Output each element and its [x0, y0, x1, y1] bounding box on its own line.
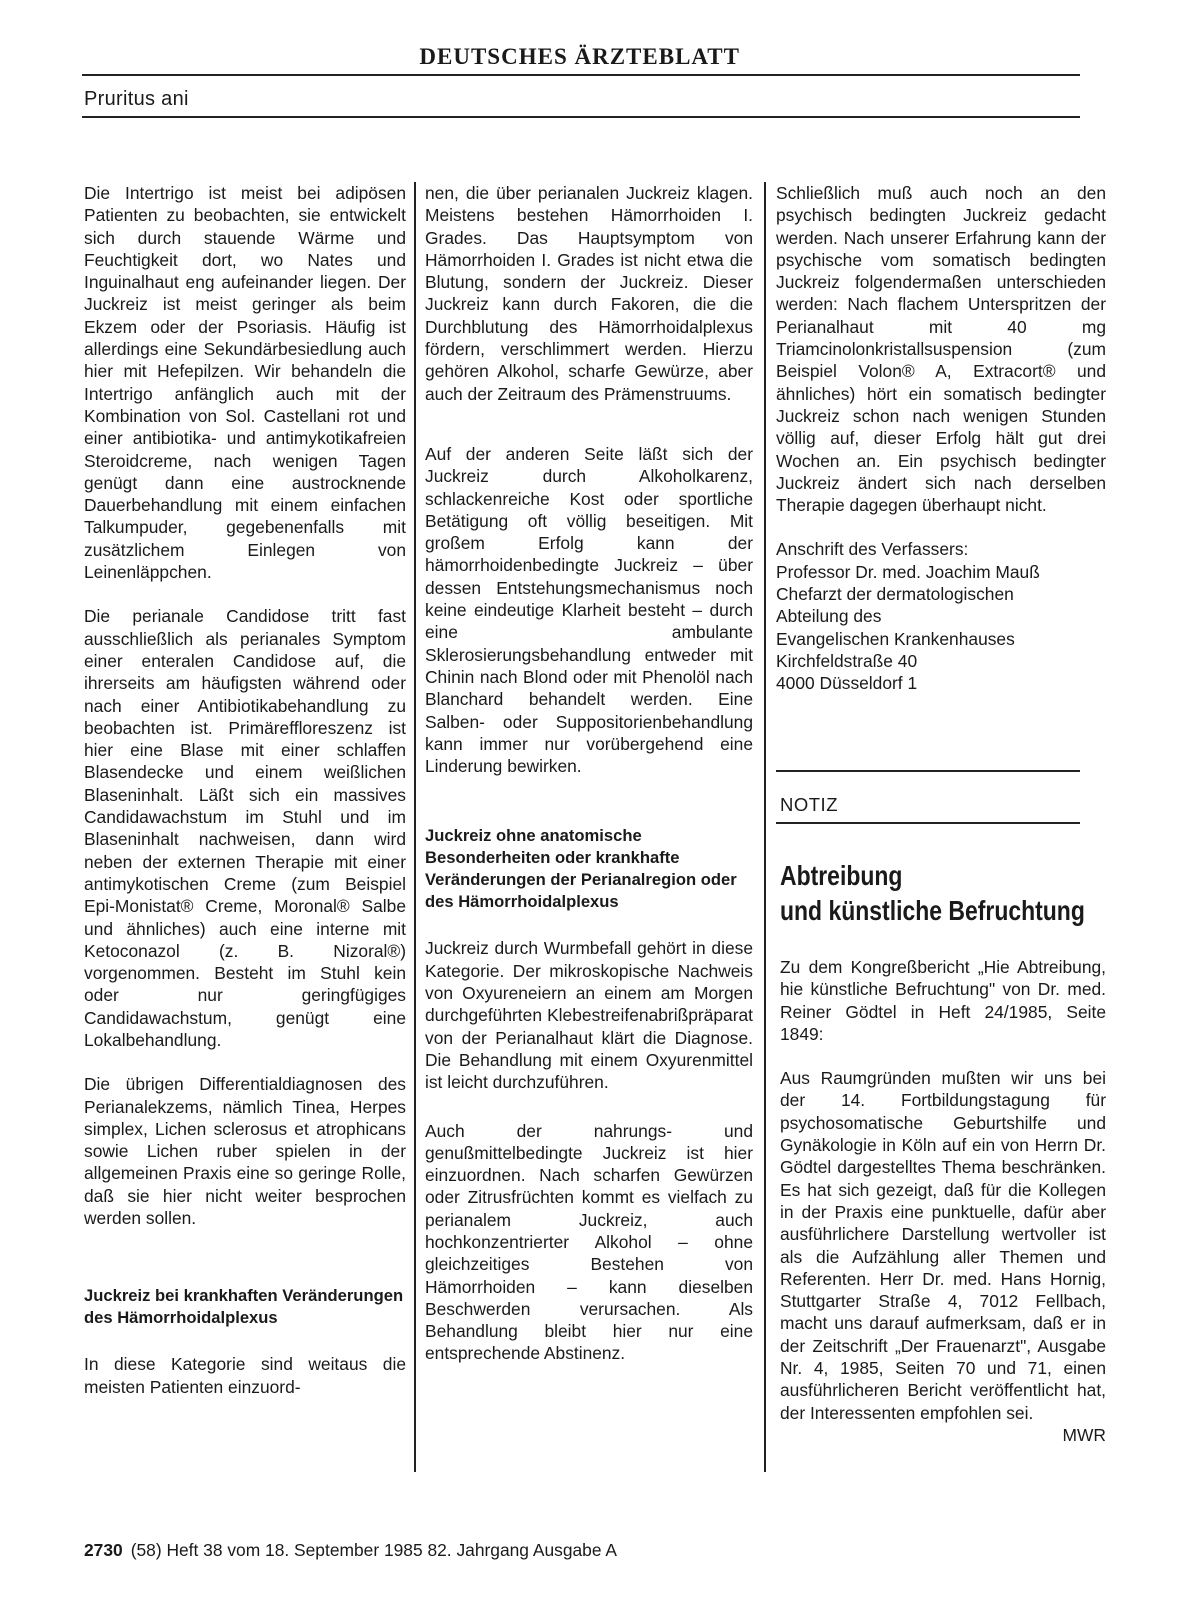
paragraph: Juckreiz durch Wurmbefall gehört in diese Kategorie. Der mikroskopische Nachweis von Oxyureneiern an einem am Morgen durchgeführten Klebestreifenabrißpräparat von der Perianalhaut klärt die Diagnose. Die Behandlung mit einem Oxyurenmittel ist leicht durchzuführen.	[425, 938, 753, 1093]
signature-row	[780, 1424, 1106, 1446]
paragraph: Auch der nahrungs- und genußmittelbedingte Juckreiz ist hier einzuordnen. Nach scharfen Gewürzen oder Zitrusfrüchten kommt es vielfach zu perianalem Juckreiz, auch hochkonzentrierter Alkohol – ohne gleichzeitiges Bestehen von Hämorrhoiden – kann dieselben Beschwerden verursachen. Als Behandlung bleibt hier nur eine entsprechende Abstinenz.	[425, 1120, 753, 1364]
headline-line: Abtreibung	[780, 860, 903, 891]
address-line: Kirchfeldstraße 40	[776, 650, 918, 671]
page-number: 2730	[84, 1540, 123, 1560]
column-1	[84, 182, 406, 1420]
paragraph: Die übrigen Differentialdiagnosen des Perianalekzems, nämlich Tinea, Herpes simplex, Lichen sclerosus et atrophicans sowie Lichen ruber spielen in der allgemeinen Praxis eine so geringe Rolle, daß sie hier nicht weiter besprochen werden sollen.	[84, 1074, 406, 1229]
address-line: Abteilung des	[776, 606, 882, 627]
section-title: Pruritus ani	[84, 88, 189, 110]
paragraph: In diese Kategorie sind weitaus die meisten Patienten einzuord-	[84, 1354, 406, 1397]
headline-line: und künstliche Befruchtung	[780, 895, 1085, 926]
column-2	[425, 182, 753, 1387]
paragraph: Die perianale Candidose tritt fast ausschließlich als perianales Symptom einer enteralen Candidose auf, die ihrerseits am häufigsten während oder nach einer Antibiotikabehandlung zu beobachten ist. Primäreffloreszenz ist hier eine Blase mit einer schlaffen Blasendecke und einem weißlichen Blaseninhalt. Läßt sich ein massives Candidawachstum im Stuhl und im Blaseninhalt nachweisen, dann wird neben der externen Therapie mit einer antimykotischen Creme (zum Beispiel Epi-Monistat® Creme, Moronal® Salbe und ähnliches) auch eine interne mit Ketoconazol (z. B. Nizoral®) vorgenommen. Besteht im Stuhl kein oder nur geringfügiges Candidawachstum, genügt eine Lokalbehandlung.	[84, 606, 406, 1050]
address-line: Chefarzt der dermatologischen	[776, 584, 1014, 605]
subheading: Juckreiz bei krankhaften Veränderungen des Hämorrhoidalplexus	[84, 1286, 404, 1328]
column-3	[776, 182, 1106, 695]
masthead-rule	[82, 74, 1080, 76]
notiz-bottom-rule	[776, 822, 1080, 824]
issue-info: (58) Heft 38 vom 18. September 1985 82. Jahrgang Ausgabe A	[130, 1540, 617, 1560]
paragraph: Aus Raumgründen mußten wir uns bei der 14. Fortbildungstagung für psychosomatische Geburtshilfe und Gynäkologie in Köln auf ein von Herrn Dr. Gödtel dargestelltes Thema beschränken. Es hat sich gezeigt, daß für die Kollegen in der Praxis eine punktuelle, dafür aber ausführlichere Darstellung wertvoller ist als die Aufzählung aller Themen und Referenten. Herr Dr. med. Hans Hornig, Stuttgarter Straße 4, 7012 Fellbach, macht uns darauf aufmerksam, daß er in der Zeitschrift „Der Frauenarzt", Ausgabe Nr. 4, 1985, Seiten 70 und 71, einen ausführlicheren Bericht veröffentlicht hat, der Interessenten empfohlen sei.	[780, 1068, 1106, 1423]
paragraph: Schließlich muß auch noch an den psychisch bedingten Juckreiz gedacht werden. Nach unserer Erfahrung kann der psychische vom somatisch bedingten Juckreiz folgendermaßen unterschieden werden: Nach flachem Unterspritzen der Perianalhaut mit 40 mg Triamcinolonkristallsuspension (zum Beispiel Volon® A, Extracort® und ähnliches) hört ein somatisch bedingter Juckreiz schon nach wenigen Stunden völlig auf, dieser Erfolg hält gut drei Wochen an. Ein psychisch bedingter Juckreiz ändert sich nach derselben Therapie dagegen überhaupt nicht.	[776, 183, 1106, 516]
column-divider	[414, 182, 416, 1472]
page-footer	[84, 1540, 617, 1561]
address-line: Professor Dr. med. Joachim Mauß	[776, 561, 1040, 582]
address-line: 4000 Düsseldorf 1	[776, 673, 918, 694]
author-address	[776, 538, 1106, 694]
notiz-body	[780, 956, 1106, 1446]
paragraph: nen, die über perianalen Juckreiz klagen. Meistens bestehen Hämorrhoiden I. Grades. Das Hauptsymptom von Hämorrhoiden I. Grades ist nicht etwa die Blutung, sondern der Juckreiz. Dieser Juckreiz kann durch Fakoren, die die Durchblutung des Hämorrhoidalplexus fördern, verschlimmert werden. Hierzu gehören Alkohol, scharfe Gewürze, aber auch der Zeitraum des Prämenstruums.	[425, 183, 753, 404]
address-line: Evangelischen Krankenhauses	[776, 628, 1015, 649]
subheading: Juckreiz ohne anatomische Besonderheiten oder krankhafte Veränderungen der Perianalregion oder des Hämorrhoidalplexus	[425, 826, 737, 912]
paragraph: Auf der anderen Seite läßt sich der Juckreiz durch Alkoholkarenz, schlackenreiche Kost oder sportliche Betätigung oft völlig beseitigen. Mit großem Erfolg kann der hämorrhoidenbedingte Juckreiz – über dessen Entstehungsmechanismus noch keine eindeutige Klarheit besteht – durch eine ambulante Sklerosierungsbehandlung entweder mit Chinin nach Blond oder mit Phenolöl nach Blanchard behandelt werden. Eine Salben- oder Suppositorienbehandlung kann immer nur vorübergehend eine Linderung bewirken.	[425, 443, 753, 777]
paragraph: Zu dem Kongreßbericht „Hie Abtreibung, hie künstliche Befruchtung" von Dr. med. Reiner Gödtel in Heft 24/1985, Seite 1849:	[780, 957, 1106, 1044]
signature: MWR	[1062, 1424, 1106, 1445]
masthead	[82, 44, 1080, 70]
notiz-label: NOTIZ	[780, 794, 838, 815]
masthead-title: DEUTSCHES ÄRZTEBLATT	[419, 44, 740, 69]
notiz-headline	[780, 858, 1124, 928]
section-rule	[82, 116, 1080, 118]
column-divider	[764, 182, 766, 1472]
address-label: Anschrift des Verfassers:	[776, 539, 969, 560]
paragraph: Die Intertrigo ist meist bei adipösen Patienten zu beobachten, sie entwickelt sich durch stauende Wärme und Feuchtigkeit dort, wo Nates und Inguinalhaut eng aufeinander liegen. Der Juckreiz ist meist geringer als beim Ekzem oder der Psoriasis. Häufig ist allerdings eine Sekundärbesiedlung auch hier mit Hefepilzen. Wir behandeln die Intertrigo anfänglich auch mit der Kombination von Sol. Castellani rot und einer antibiotika- und antimykotikafreien Steroidcreme, nach wenigen Tagen genügt dann eine austrocknende Dauerbehandlung mit einem einfachen Talkumpuder, gegebenenfalls mit zusätzlichem Einlegen von Leinenläppchen.	[84, 183, 406, 583]
notiz-top-rule	[776, 770, 1080, 772]
